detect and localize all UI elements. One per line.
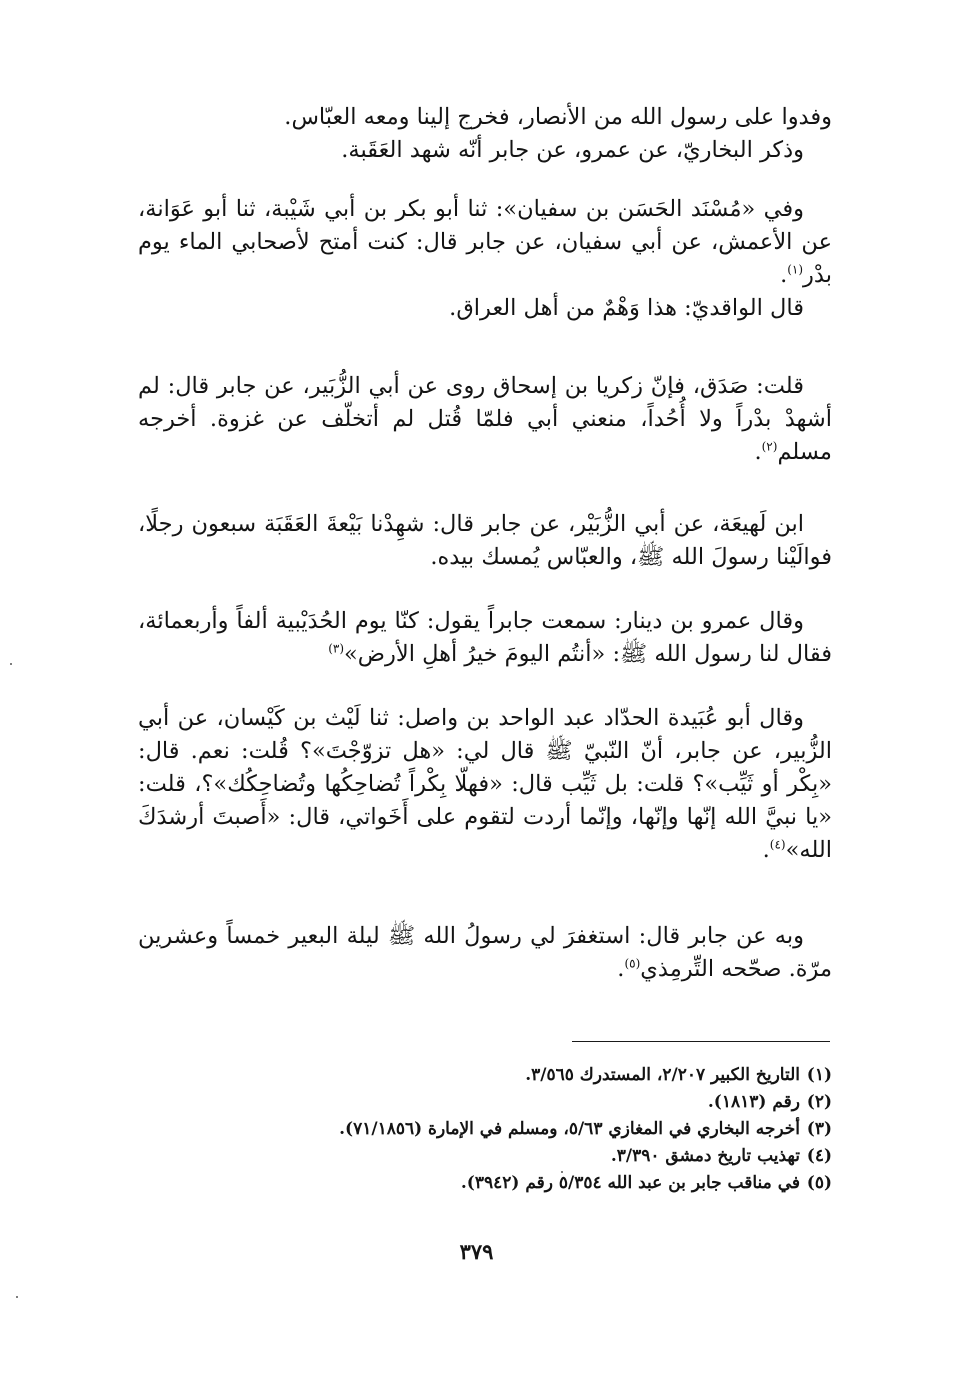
footnote-text: تهذيب تاريخ دمشق ٣/٣٩٠. — [610, 1146, 800, 1166]
footnote — [300, 1116, 832, 1143]
paragraph-group-2 — [138, 193, 832, 325]
paragraph: وفي «مُسْنَد الحَسَن بن سفيان»: ثنا أبو بكر بن أبي شَيْبة، ثنا أبو عَوَانة، عن الأعمش، عن أبي سفيان، عن جابر قال: كنت أمتح لأصحابي الماء يوم بدْر$^{(١)}$. — [138, 196, 832, 288]
page-number: ٣٧٩ — [459, 1239, 494, 1264]
paragraph: قلت: صَدَق، فإنّ زكريا بن إسحاق روى عن أبي الزُّبَير، عن جابر قال: لم أشهدْ بدْراً ولا أُحُداً، منعني أبي فلمّا قُتل لم أتخلّف عن غزوة. أخرجه مسلم$^{(٢)}$. — [138, 373, 832, 465]
footnote-reference: (٢) — [761, 439, 778, 454]
footnotes — [300, 1062, 832, 1197]
footnote-reference: (٥) — [624, 956, 641, 971]
footnote-number: (٥) — [806, 1173, 832, 1193]
footnote-text: أخرجه البخاري في المغازي ٥/٦٣، ومسلم في الإمارة (٧١/١٨٥٦). — [339, 1119, 800, 1139]
footnote — [300, 1170, 832, 1197]
scan-speck — [561, 1171, 563, 1173]
paragraph-group-5 — [138, 605, 832, 671]
paragraph-group-6 — [138, 702, 832, 867]
paragraph: وفدوا على رسول الله من الأنصار، فخرج إلينا ومعه العبّاس. — [284, 104, 832, 130]
paragraph: وذكر البخاريّ، عن عمرو، عن جابر أنّه شهد العَقَبة. — [341, 137, 804, 163]
paragraph: قال الواقديّ: هذا وَهْمٌ من أهل العراق. — [449, 295, 804, 321]
footnote-text: في مناقب جابر بن عبد الله ٥/٣٥٤ رقم (٣٩٤٢). — [460, 1173, 800, 1193]
footnote-reference: (٤) — [769, 837, 786, 852]
footnote-text: التاريخ الكبير ٢/٢٠٧، المستدرك ٣/٥٦٥. — [525, 1065, 800, 1085]
footnote-number: (٣) — [806, 1119, 832, 1139]
footnote-reference: (١) — [787, 262, 804, 277]
scan-speck — [16, 1296, 18, 1298]
paragraph-group-3 — [138, 370, 832, 469]
footnote — [300, 1089, 832, 1116]
paragraph: ابن لَهيعَة، عن أبي الزُّبَيْر، عن جابر قال: شهِدْنا بَيْعةَ العَقَبَة سبعون رجلًا، فوالَيْنا رسولَ الله ﷺ، والعبّاس يُمسك بيده. — [138, 511, 832, 570]
footnote-reference: (٣) — [328, 641, 345, 656]
paragraph-group-4 — [138, 508, 832, 574]
footnote-number: (١) — [806, 1065, 832, 1085]
footnote-divider — [572, 1041, 830, 1042]
footnote-number: (٢) — [806, 1092, 832, 1112]
paragraph-group-1 — [138, 101, 832, 167]
paragraph: وقال أبو عُبَيدة الحدّاد عبد الواحد بن واصل: ثنا لَيْث بن كَيْسان، عن أبي الزُّبير، عن جابر، أنّ النّبيّ ﷺ قال لي: «هل تزوّجْتَ»؟ قُلت: نعم. قال: «بِكْر أو ثَيِّب»؟ قلت: بل ثَيِّب قال: «فهلّا بِكْراً تُضاحِكُها وتُضاحِكُك»؟، قلت: «يا نبيَّ الله إنّها وإنّها، وإنّما أردت لتقوم على أَخَواتي، قال: «أَصبتَ أرشدَكَ الله»$^{(٤)}$. — [138, 705, 832, 863]
footnote — [300, 1062, 832, 1089]
scan-speck — [10, 663, 12, 665]
footnote-text: رقم (١٨١٣). — [707, 1092, 800, 1112]
paragraph: وبه عن جابر قال: استغفرَ لي رسولُ الله ﷺ ليلة البعير خمساً وعشرين مرّة. صحّحه التِّرمِذي$^{(٥)}$. — [138, 923, 832, 982]
paragraph-group-7 — [138, 920, 832, 986]
paragraph: وقال عمرو بن دينار: سمعت جابراً يقول: كنّا يوم الحُدَيْبية ألفاً وأربعمائة، فقال لنا رسول الله ﷺ: «أنتُم اليومَ خيرُ أهلِ الأرض»$^{(٣)}$ — [138, 608, 832, 667]
footnote-number: (٤) — [806, 1146, 832, 1166]
footnote — [300, 1143, 832, 1170]
